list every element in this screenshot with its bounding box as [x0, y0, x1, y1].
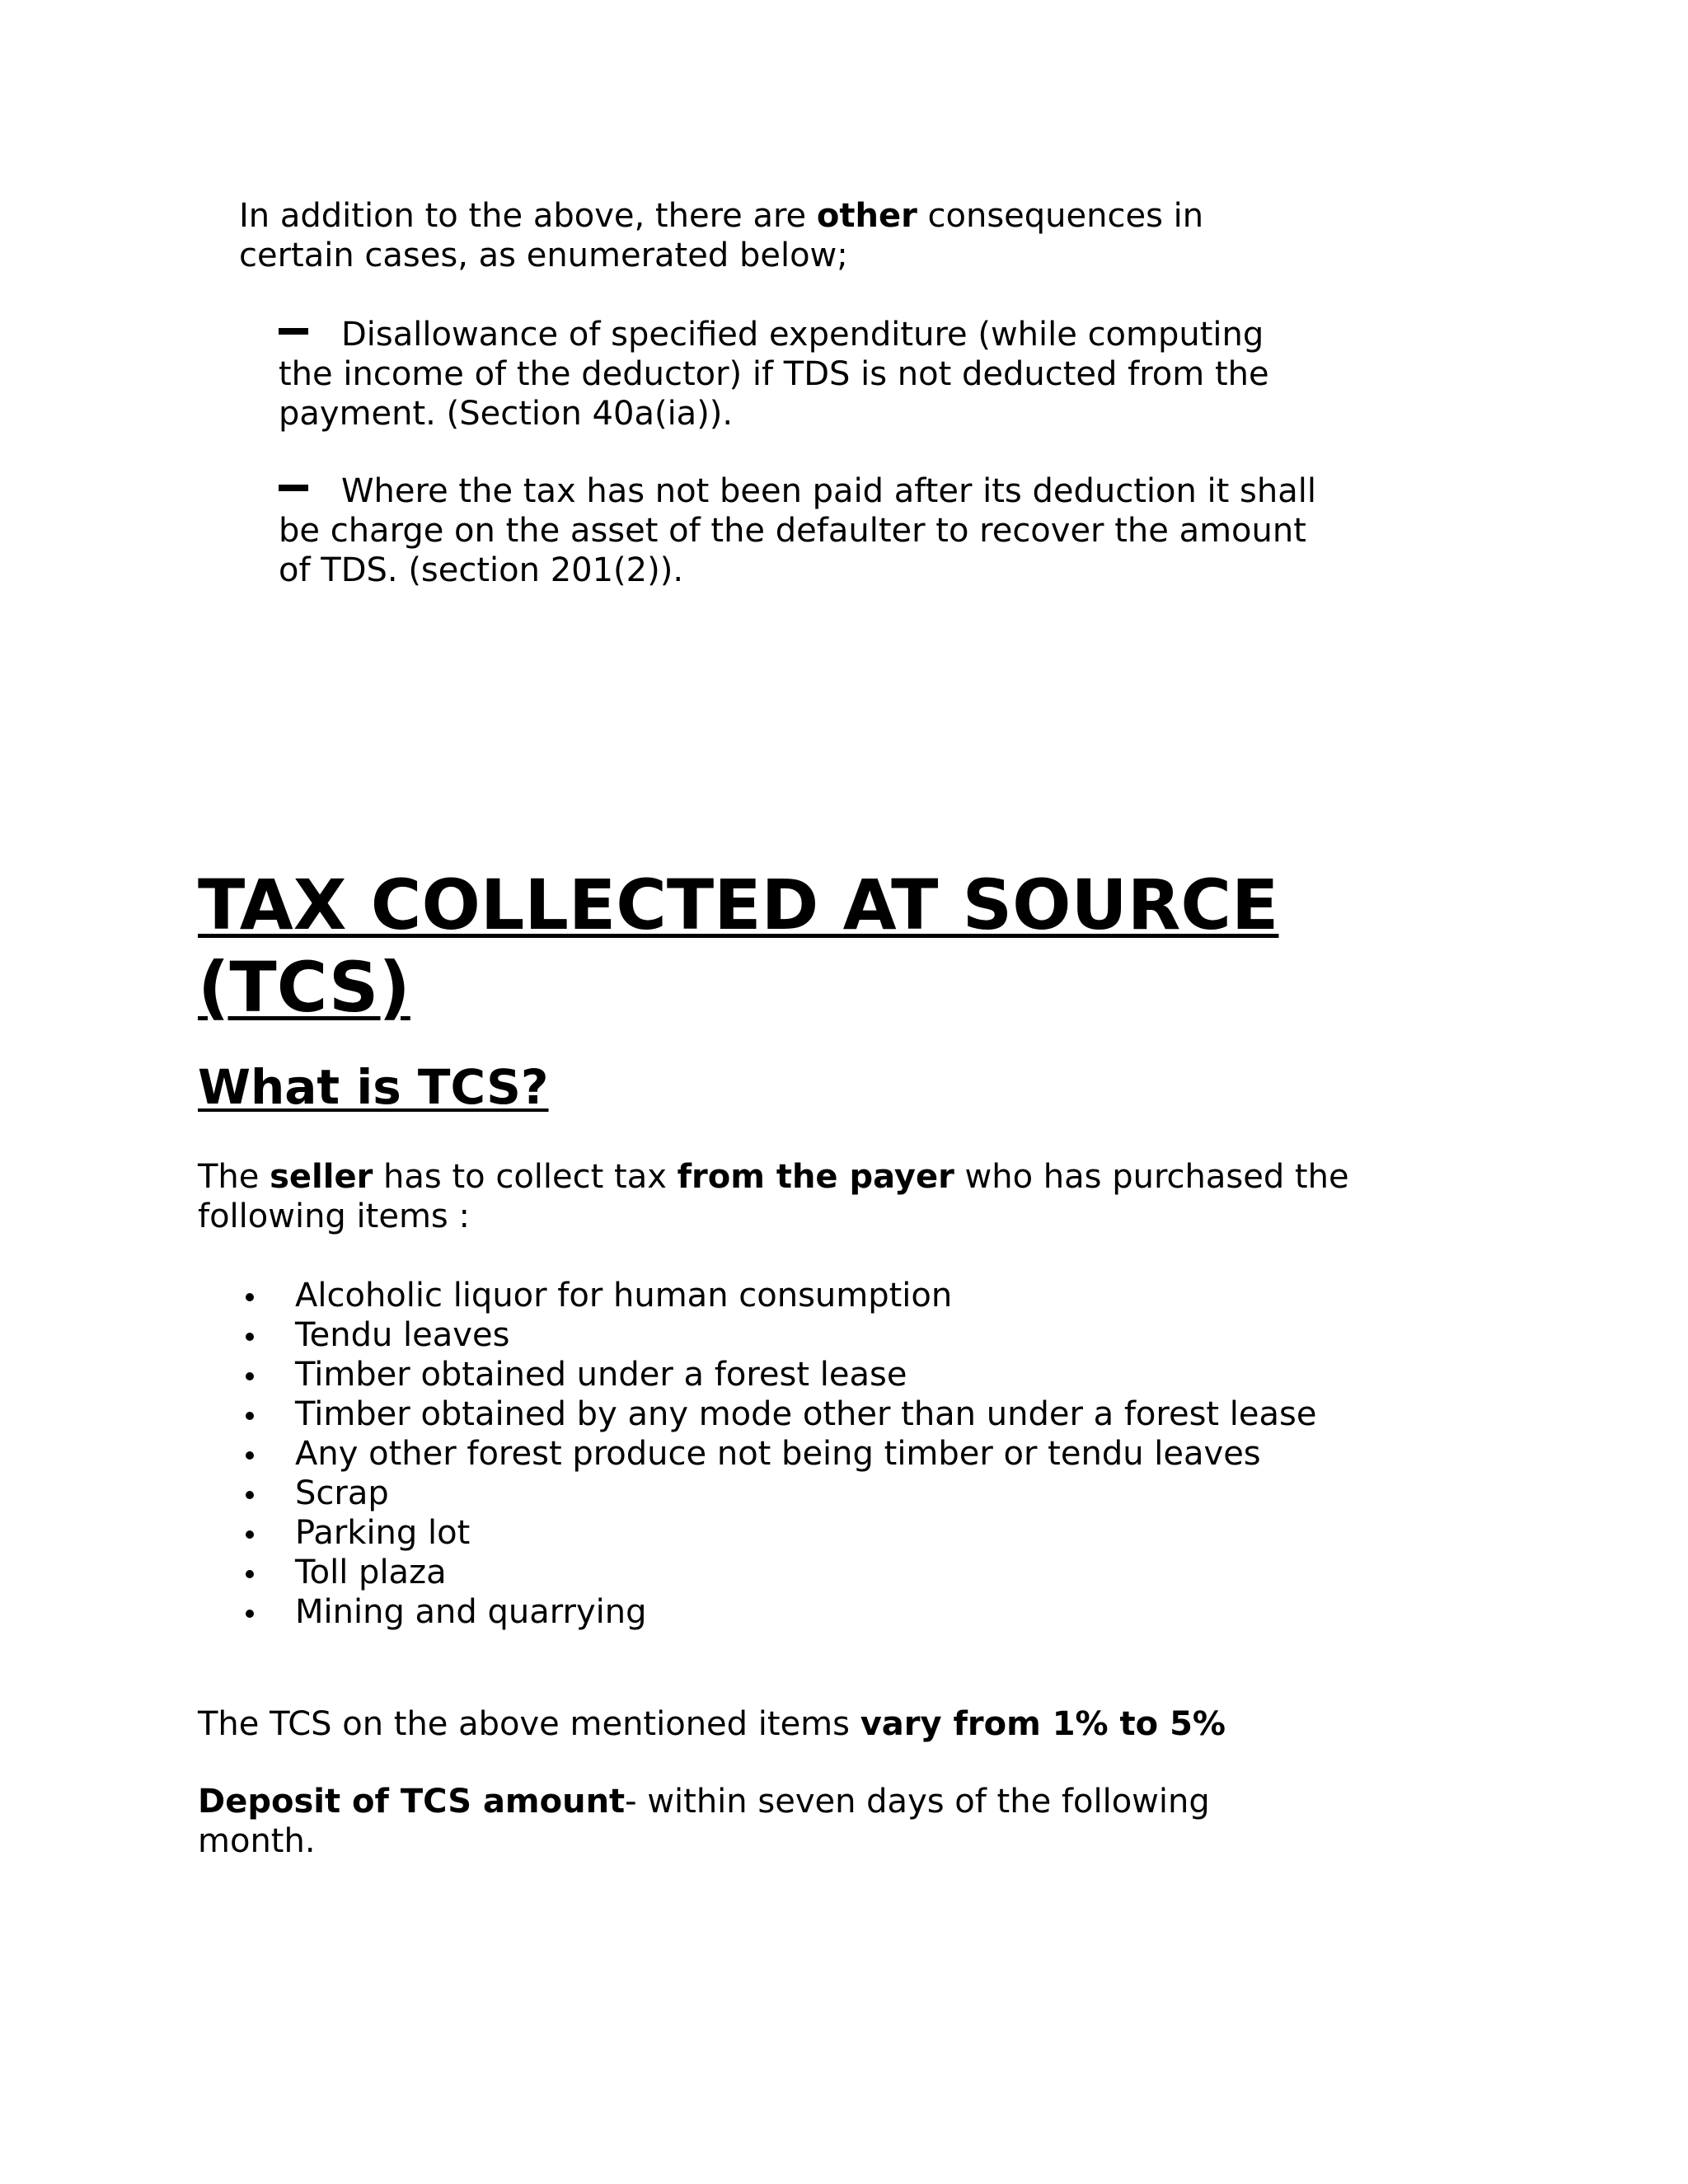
list-item: Any other forest produce not being timber or tendu leaves — [198, 1434, 1352, 1474]
deposit-paragraph — [198, 1782, 1269, 1861]
list-item: Toll plaza — [198, 1553, 1352, 1592]
list-item: Alcoholic liquor for human consumption — [198, 1276, 1352, 1315]
list-item: Mining and quarrying — [198, 1592, 1352, 1632]
intro-text-after: consequences in certain cases, as enumerated below; — [239, 197, 1204, 274]
tcs-intro-part2: has to collect tax — [373, 1158, 678, 1196]
consequence-text: Where the tax has not been paid after its deduction it shall be charge on the asset of the defaulter to recover the amount of TDS. (section 201(2)). — [279, 472, 1316, 589]
items-list — [198, 1276, 1352, 1632]
deposit-bold: Deposit of TCS amount — [198, 1783, 626, 1821]
consequence-item — [279, 315, 1317, 434]
list-item: Scrap — [198, 1474, 1352, 1513]
intro-paragraph — [239, 196, 1311, 275]
rate-paragraph — [198, 1704, 1434, 1744]
tcs-intro-paragraph — [198, 1157, 1352, 1236]
list-item: Timber obtained under a forest lease — [198, 1355, 1352, 1394]
list-item: Parking lot — [198, 1513, 1352, 1553]
consequences-list — [279, 315, 1317, 628]
list-item: Tendu leaves — [198, 1315, 1352, 1355]
main-title: TAX COLLECTED AT SOURCE (TCS) — [198, 865, 1279, 1028]
rate-bold: vary from 1% to 5% — [860, 1705, 1226, 1743]
tcs-intro-bold2: from the payer — [677, 1158, 954, 1196]
consequence-text: Disallowance of specified expenditure (while computing the income of the deductor) if TDS is not deducted from the payment. (Section 40a(ia)). — [279, 316, 1269, 433]
intro-text-before: In addition to the above, there are — [239, 197, 817, 235]
tcs-intro-part3: who has purchased the following items : — [198, 1158, 1349, 1235]
tcs-intro-bold1: seller — [270, 1158, 373, 1196]
tcs-intro-part1: The — [198, 1158, 270, 1196]
consequence-item — [279, 471, 1317, 590]
rate-text: The TCS on the above mentioned items — [198, 1705, 860, 1743]
dash-bullet-icon — [279, 328, 308, 335]
dash-bullet-icon — [279, 485, 308, 491]
deposit-text: - within seven days of the following month. — [198, 1783, 1210, 1860]
list-item: Timber obtained by any mode other than under a forest lease — [198, 1394, 1352, 1434]
sub-title: What is TCS? — [198, 1059, 549, 1115]
intro-bold-word: other — [816, 197, 917, 235]
